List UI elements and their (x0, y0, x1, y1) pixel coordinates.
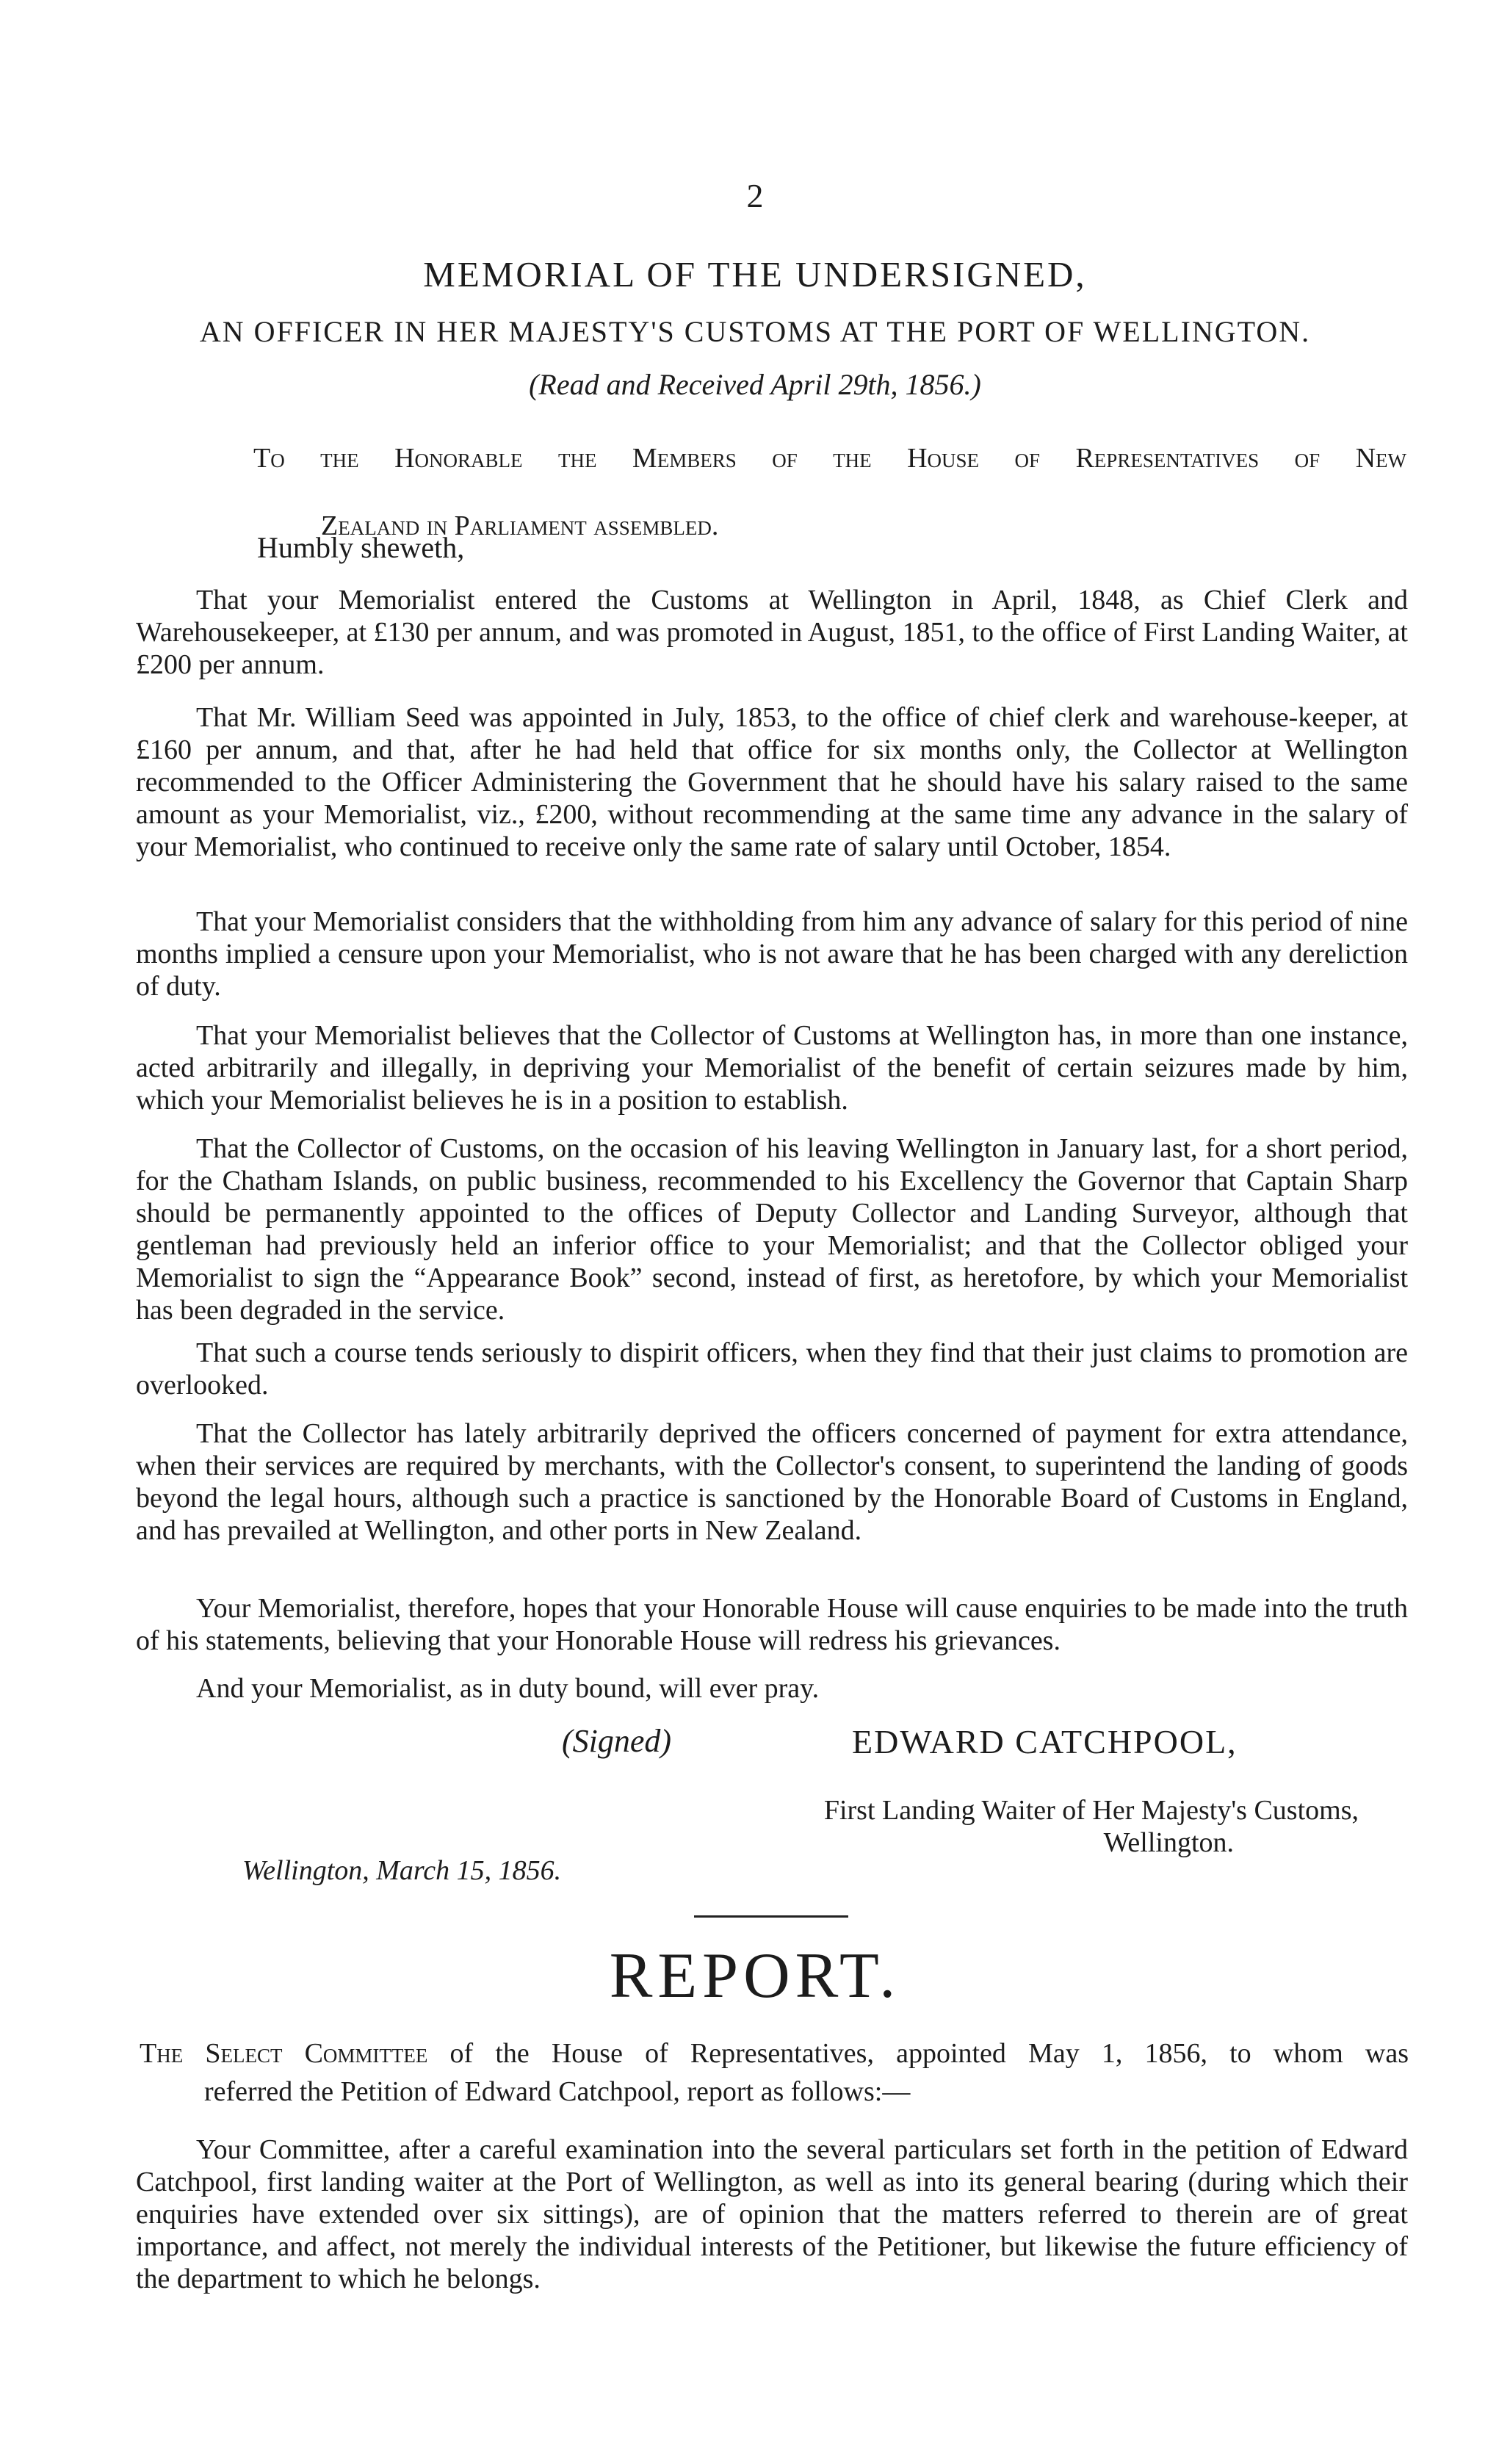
memorial-paragraph-1: That your Memorialist entered the Customs at Wellington in April, 1848, as Chief Clerk and Warehousekeeper, at £130 per annum, and was promoted in August, 1851, to the office of First Landing Waiter, at £200 per annum. (136, 585, 1408, 680)
committee-lead: The Select Committee (140, 2038, 428, 2069)
committee-line-2: referred the Petition of Edward Catchpool, report as follows:— (204, 2076, 911, 2107)
read-date (0, 367, 1510, 402)
report-title: REPORT. (609, 1940, 901, 2012)
committee-intro-line-1 (140, 2034, 1409, 2073)
report-paragraph-1: Your Committee, after a careful examination into the several particulars set forth in the petition of Edward Catchpool, first landing waiter at the Port of Wellington, as well as into its general bearing (during which their enquiries have extended over six sittings), are of opinion that the matters referred to therein are of great importance, and affect, not merely the individual interests of the Petitioner, but likewise the future efficiency of the department to which he belongs. (136, 2134, 1408, 2294)
memorial-paragraph-7: That the Collector has lately arbitrarily deprived the officers concerned of payment for extra attendance, when their services are required by merchants, with the Collector's consent, to superintend the landing of goods beyond the legal hours, although such a practice is sanctioned by the Honorable Board of Customs in England, and has prevailed at Wellington, and other ports in New Zealand. (136, 1418, 1408, 1546)
memorial-title: MEMORIAL OF THE UNDERSIGNED, (423, 254, 1087, 295)
section-divider (694, 1915, 848, 1918)
signer-name: EDWARD CATCHPOOL, (852, 1723, 1238, 1760)
signer-office (756, 1794, 1359, 1859)
memorial-subtitle: AN OFFICER IN HER MAJESTY'S CUSTOMS AT THE PORT OF WELLINGTON. (199, 315, 1311, 348)
page-number: 2 (746, 177, 764, 214)
salutation: Humbly sheweth, (257, 531, 465, 564)
place-date: Wellington, March 15, 1856. (242, 1855, 562, 1886)
signer-office-line-2: Wellington. (1103, 1827, 1234, 1858)
memorial-paragraph-6: That such a course tends seriously to dispirit officers, when they find that their just claims to promotion are overlooked. (136, 1337, 1408, 1401)
memorial-paragraph-9: And your Memorialist, as in duty bound, will ever pray. (196, 1673, 820, 1704)
committee-intro (140, 2034, 1409, 2111)
address-line-1: To the Honorable the Members of the House of Representatives of New (253, 443, 1406, 474)
memorial-paragraph-4: That your Memorialist believes that the Collector of Customs at Wellington has, in more than one instance, acted arbitrarily and illegally, in depriving your Memorialist of the benefit of certain seizures made by him, which your Memorialist believes he is in a position to establish. (136, 1020, 1408, 1116)
memorial-paragraph-5: That the Collector of Customs, on the occasion of his leaving Wellington in January last, for a short period, for the Chatham Islands, on public business, recommended to his Excellency the Governor that Captain Sharp should be permanently appointed to the offices of Deputy Collector and Landing Surveyor, although that gentleman had previously held an inferior office to your Memorialist; and that the Collector obliged your Memorialist to sign the “Appearance Book” second, instead of first, as heretofore, by which your Memorialist has been degraded in the service. (136, 1133, 1408, 1326)
read-date-text: (Read and Received April 29th, 1856.) (529, 368, 981, 401)
committee-line-1-rest: of the House of Representatives, appointed May 1, 1856, to whom was (427, 2038, 1409, 2069)
address-line-2: Zealand in Parliament assembled. (321, 510, 719, 541)
memorial-paragraph-2: That Mr. William Seed was appointed in July, 1853, to the office of chief clerk and warehouse-keeper, at £160 per annum, and that, after he had held that office for six months only, the Collector at Wellington recommended to the Officer Administering the Government that he should have his salary raised to the same amount as your Memorialist, viz., £200, without recommending at the same time any advance in the salary of your Memorialist, who continued to receive only the same rate of salary until October, 1854. (136, 702, 1408, 862)
signed-label: (Signed) (562, 1723, 672, 1759)
memorial-paragraph-3: That your Memorialist considers that the withholding from him any advance of salary for this period of nine months implied a censure upon your Memorialist, who is not aware that he has been charged with any dereliction of duty. (136, 906, 1408, 1002)
signer-office-line-1: First Landing Waiter of Her Majesty's Customs, (823, 1795, 1359, 1826)
memorial-paragraph-8: Your Memorialist, therefore, hopes that your Honorable House will cause enquiries to be made into the truth of his statements, believing that your Honorable House will redress his grievances. (136, 1593, 1408, 1656)
